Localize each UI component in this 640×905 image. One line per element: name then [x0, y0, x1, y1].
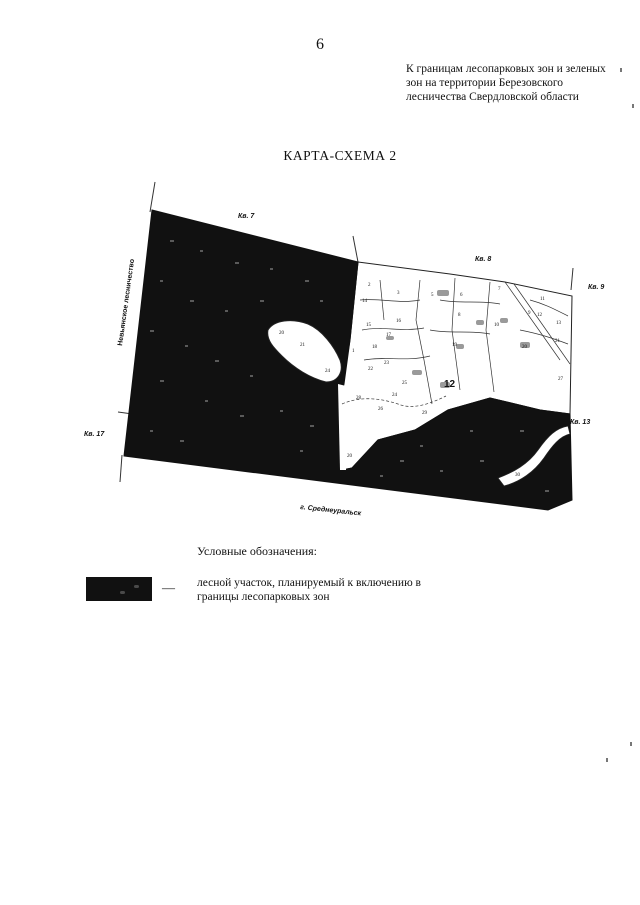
legend-item-text	[197, 576, 447, 604]
city-label: г. Среднеуральск	[299, 504, 362, 518]
forest-scheme-map	[0, 170, 640, 530]
plot-number: 8	[458, 313, 461, 318]
plot-number: 14	[362, 299, 367, 304]
plot-number: 29	[422, 411, 427, 416]
plot-number: 22	[368, 367, 373, 372]
scan-mark	[632, 104, 634, 108]
scan-mark	[620, 68, 622, 72]
plot-number: 24	[325, 369, 330, 374]
appendix-caption-line: лесничества Свердловской области	[406, 91, 579, 103]
scan-mark	[606, 758, 608, 762]
scan-mark	[630, 742, 632, 746]
plot-number: 24	[392, 393, 397, 398]
plot-number: 3	[397, 291, 400, 296]
plot-number: 16	[396, 319, 401, 324]
plot-number: 20	[279, 331, 284, 336]
plot-number: 21	[300, 343, 305, 348]
page-number: 6	[316, 36, 324, 53]
plot-number: 1	[352, 349, 355, 354]
plot-number: 15	[366, 323, 371, 328]
plot-number: 20	[522, 345, 527, 350]
neighbor-forestry-label: Невьянское лесничество	[117, 258, 137, 347]
plot-number: 21	[555, 339, 560, 344]
plot-number: 26	[378, 407, 383, 412]
plot-number: 19	[452, 343, 457, 348]
plot-number: 12	[537, 313, 542, 318]
quarter-number: 12	[444, 379, 456, 390]
plot-number: 9	[528, 311, 531, 316]
plot-number: 11	[540, 297, 545, 302]
plot-number: 17	[386, 333, 391, 338]
quarter-label-kv17: Кв. 17	[84, 431, 105, 438]
plot-number: 27	[558, 377, 563, 382]
quarter-label-kv7: Кв. 7	[238, 213, 255, 220]
plot-number: 20	[347, 454, 352, 459]
plot-number: 28	[356, 396, 361, 401]
plot-number: 6	[460, 293, 463, 298]
quarter-label-kv9: Кв. 9	[588, 284, 605, 291]
appendix-caption-line: К границам лесопарковых зон и зеленых	[406, 63, 606, 75]
plot-number: 13	[556, 321, 561, 326]
plot-number: 23	[384, 361, 389, 366]
appendix-caption-line: зон на территории Березовского	[406, 77, 564, 89]
legend-title: Условные обозначения:	[197, 544, 318, 558]
scheme-title: КАРТА-СХЕМА 2	[283, 148, 397, 163]
plot-number: 30	[515, 473, 520, 478]
plot-number: 18	[372, 345, 377, 350]
plot-number: 2	[368, 283, 371, 288]
quarter-label-kv13: Кв. 13	[570, 419, 591, 426]
legend-item-line: границы лесопарковых зон	[197, 591, 330, 603]
plot-number: 25	[402, 381, 407, 386]
legend-item-line: лесной участок, планируемый к включению в	[197, 577, 421, 589]
appendix-caption	[406, 62, 616, 104]
plot-number: 5	[431, 293, 434, 298]
legend-swatch	[86, 577, 152, 601]
plot-number: 7	[498, 287, 501, 292]
plot-number: 10	[494, 323, 499, 328]
quarter-label-kv8: Кв. 8	[475, 256, 492, 263]
legend-dash: —	[162, 580, 175, 595]
